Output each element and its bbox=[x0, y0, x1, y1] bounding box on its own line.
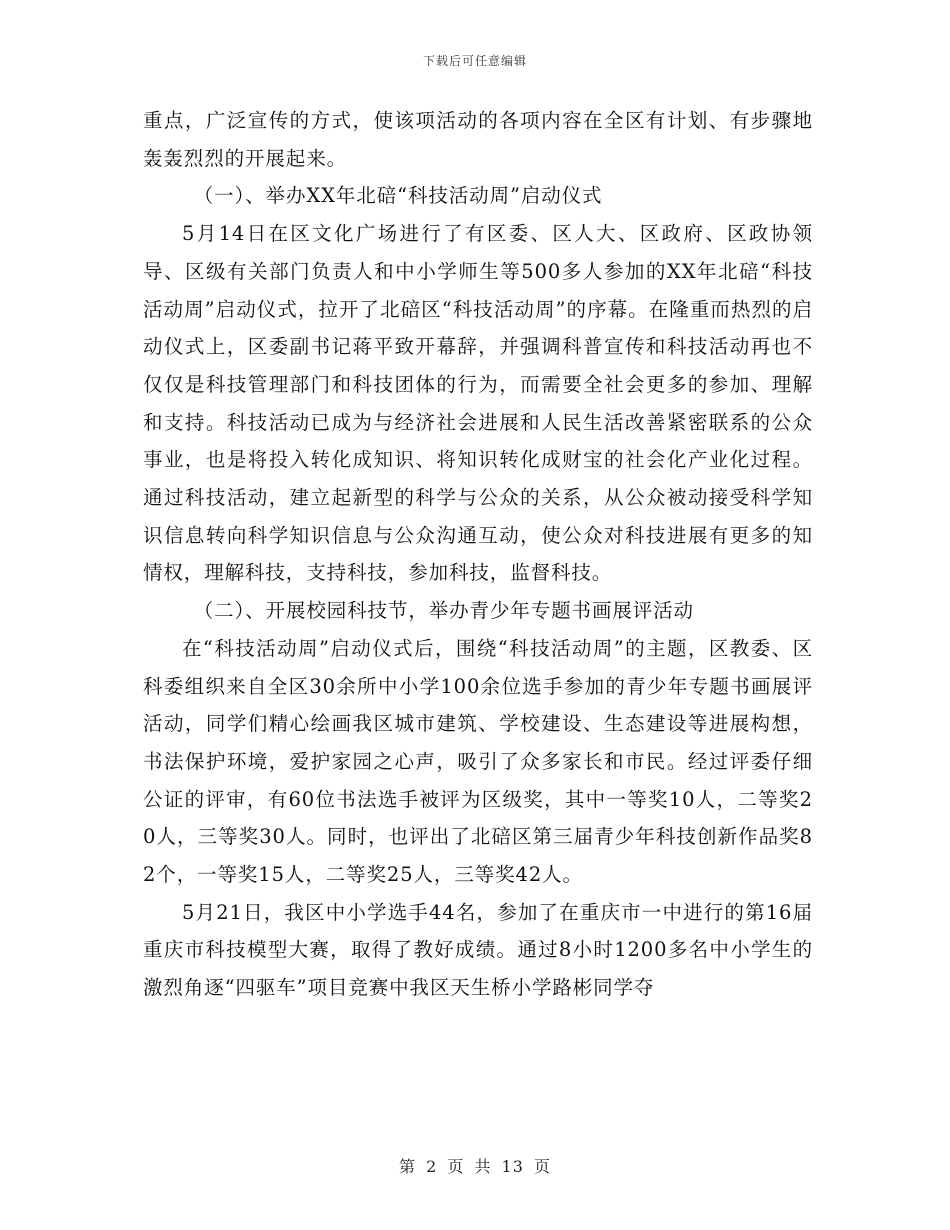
paragraph-continuation: 重点，广泛宣传的方式，使该项活动的各项内容在全区有计划、有步骤地轰轰烈烈的开展起来。 bbox=[143, 109, 813, 170]
document-body bbox=[143, 102, 813, 1007]
paragraph-launch-ceremony: 5月14日在区文化广场进行了有区委、区人大、区政府、区政协领导、区级有关部门负责人和中小学师生等500多人参加的XX年北碚“科技活动周”启动仪式，拉开了北碚区“科技活动周”的序幕。在隆重而热烈的启动仪式上，区委副书记蒋平致开幕辞，并强调科普宣传和科技活动再也不仅仅是科技管理部门和科技团体的行为，而需要全社会更多的参加、理解和支持。科技活动已成为与经济社会进展和人民生活改善紧密联系的公众事业，也是将投入转化成知识、将知识转化成财宝的社会化产业化过程。通过科技活动，建立起新型的科学与公众的关系，从公众被动接受科学知识信息转向科学知识信息与公众沟通互动，使公众对科技进展有更多的知情权，理解科技，支持科技，参加科技，监督科技。 bbox=[143, 222, 813, 585]
section-heading-2: （二）、开展校园科技节，举办青少年专题书画展评活动 bbox=[193, 599, 694, 623]
paragraph-art-exhibition: 在“科技活动周”启动仪式后，围绕“科技活动周”的主题，区教委、区科委组织来自全区30余所中小学100余位选手参加的青少年专题书画展评活动，同学们精心绘画我区城市建筑、学校建设、生态建设等进展构想，书法保护环境，爱护家园之心声，吸引了众多家长和市民。经过评委仔细公证的评审，有60位书法选手被评为区级奖，其中一等奖10人，二等奖20人，三等奖30人。同时，也评出了北碚区第三届青少年科技创新作品奖82个，一等奖15人，二等奖25人，三等奖42人。 bbox=[143, 636, 813, 887]
page-header: 下载后可任意编辑 bbox=[422, 54, 527, 68]
paragraph-model-contest: 5月21日，我区中小学选手44名，参加了在重庆市一中进行的第16届重庆市科技模型大赛，取得了教好成绩。通过8小时1200多名中小学生的激烈角逐“四驱车”项目竞赛中我区天生桥小学路彬同学夺 bbox=[143, 900, 813, 1000]
section-heading-1: （一）、举办XX年北碚“科技活动周”启动仪式 bbox=[193, 184, 603, 208]
page-number: 第 2 页 共 13 页 bbox=[399, 1157, 551, 1176]
